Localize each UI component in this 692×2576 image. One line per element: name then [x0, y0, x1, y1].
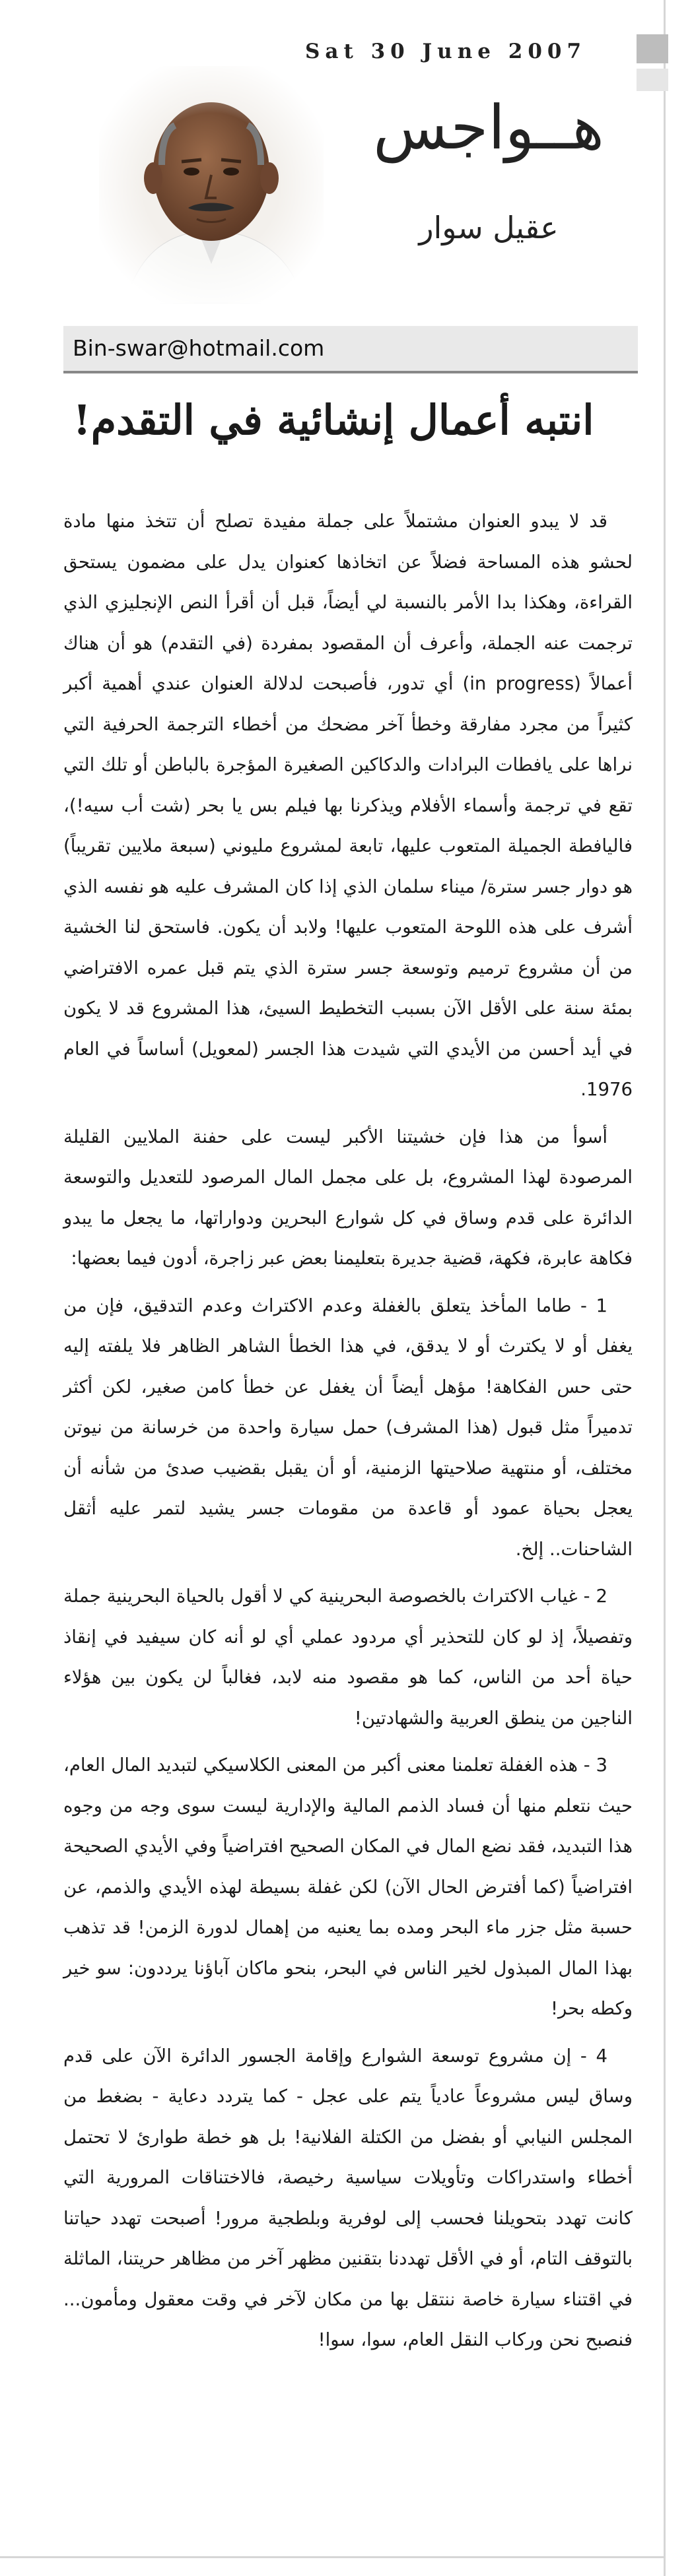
author-portrait — [99, 66, 324, 304]
article-paragraph: 1 - طاما المأخذ يتعلق بالغفلة وعدم الاكتراث وعدم التدقيق، فإن من يغفل أو لا يكترث أو لا يدقق، في هذا الخطأ الشاهر الظاهر فلا يلفته إليه حتى حس الفكاهة! مؤهل أيضاً أن يغفل عن خطأ كامن صغير، لكن أكثر تدميراً مثل قبول (هذا المشرف) حمل سيارة واحدة من خرسانة من نيوتن مختلف، أو منتهية صلاحيتها الزمنية، أو أن يقبل بقضيب صدئ من شأنه أن يعجل بحياة عمود أو قاعدة من مقومات جسر يشيد لتمر عليه أثقل الشاحنات.. إلخ. — [63, 1295, 633, 1560]
author-name: عقيل سوار — [419, 210, 559, 245]
article-paragraph: 3 - هذه الغفلة تعلمنا معنى أكبر من المعنى الكلاسيكي لتبديد المال العام، حيث نتعلم منها أن فساد الذمم المالية والإدارية ليست سوى وجه من وجوه هذا التبديد، فقد نضع المال في المكان الصحيح افتراضياً وفي الأيدي الصحيحة افتراضياً (كما أفترض الحال الآن) لكن غفلة بسيطة لهذه الأيدي والذمم، عن حسبة مثل جزر ماء البحر ومده بما يعنيه من إهمال لدورة الزمن! قد تذهب بهذا المال المبذول لخير الناس في البحر، بنحو ماكان آباؤنا يرددون: سو خير وكطه بحر! — [63, 1755, 633, 2019]
article-paragraph: أسوأ من هذا فإن خشيتنا الأكبر ليست على حفنة الملايين القليلة المرصودة لهذا المشروع، بل على مجمل المال المرصود للتعديل والتوسعة الدائرة على قدم وساق في كل شوارع البحرين ودواراتها، ما يجعل ما يبدو فكاهة عابرة، فكهة، قضية جديرة بتعليمنا بعض عبر زاجرة، أدون فيما بعضها: — [63, 1126, 633, 1269]
article-paragraph: 4 - إن مشروع توسعة الشوارع وإقامة الجسور الدائرة الآن على قدم وساق ليس مشروعاً عادياً يتم على عجل - كما يتردد دعاية - بضغط من المجلس النيابي أو بفضل من الكتلة الفلانية! بل هو خطة طوارئ لا تحتمل أخطاء واستدراكات وتأويلات سياسية رخيصة، فالاختناقات المرورية التي كانت تهدد بتحويلنا فحسب إلى لوفرية وبلطجية مرور! أصبحت تهدد حياتنا بالتوقف التام، أو في الأقل تهددنا بتقنين مظهر آخر من مظاهر حريتنا، الماثلة في اقتناء سيارة خاصة ننتقل بها من مكان لآخر في وقت معقول ومأمون... فنصبح نحن وركاب النقل العام، سوا، سوا! — [63, 2045, 633, 2350]
article-body — [63, 501, 633, 2367]
author-email-link[interactable]: Bin-swar@hotmail.com — [73, 335, 325, 361]
article-headline: انتبه أعمال إنشائية في التقدم! — [73, 396, 594, 444]
scroll-marker[interactable] — [637, 34, 668, 63]
email-bar — [63, 326, 638, 373]
article-paragraph: 2 - غياب الاكتراث بالخصوصة البحرينية كي لا أقول بالحياة البحرينية جملة وتفصيلاً، إذ لو كان للتحذير أي مردود عملي أي لو أنه كان سيفيد في إنقاذ حياة أحد من الناس، كما هو مقصود منه لابد، فغالباً لن يكون بين هؤلاء الناجين من ينطق العربية والشهادتين! — [63, 1586, 633, 1729]
article-paragraph: قد لا يبدو العنوان مشتملاً على جملة مفيدة تصلح أن تتخذ منها مادة لحشو هذه المساحة فضلاً عن اتخاذها كعنوان يدل على مضمون يستحق القراءة، وهكذا بدا الأمر بالنسبة لي أيضاً، قبل أن أقرأ النص الإنجليزي الذي ترجمت عنه الجملة، وأعرف أن المقصود بمفردة (في التقدم) هو أن هناك أعمالاً (in progress) أي تدور، فأصبحت لدلالة العنوان عندي أهمية أكبر كثيراً من مجرد مفارقة وخطأ آخر مضحك من أخطاء الترجمة الحرفية التي نراها على يافطات البرادات والدكاكين الصغيرة المؤجرة بالباطن أو تلك التي تقع في ترجمة وأسماء الأفلام ويذكرنا بها فيلم بس يا بحر (شت أب سيه!)، فاليافطة الجميلة المتعوب عليها، تابعة لمشروع مليوني (سبعة ملايين تقريباً) هو دوار جسر سترة/ ميناء سلمان الذي إذا كان المشرف عليه هو نفسه الذي أشرف على هذه اللوحة المتعوب عليها! ولابد أن يكون. فاستحق لنا الخشية من أن مشروع ترميم وتوسعة جسر سترة الذي يتم قبل عمره الافتراضي بمئة سنة على الأقل الآن بسبب التخطيط السيئ، هذا المشروع قد لا يكون في أيد أحسن من الأيدي التي شيدت هذا الجسر (لمعويل) أساساً في العام 1976. — [63, 511, 633, 1100]
column-title: هــواجس — [373, 92, 604, 163]
publication-date: Sat 30 June 2007 — [305, 40, 587, 63]
page-bottom-divider — [0, 2556, 666, 2558]
scroll-marker-secondary[interactable] — [637, 69, 668, 91]
